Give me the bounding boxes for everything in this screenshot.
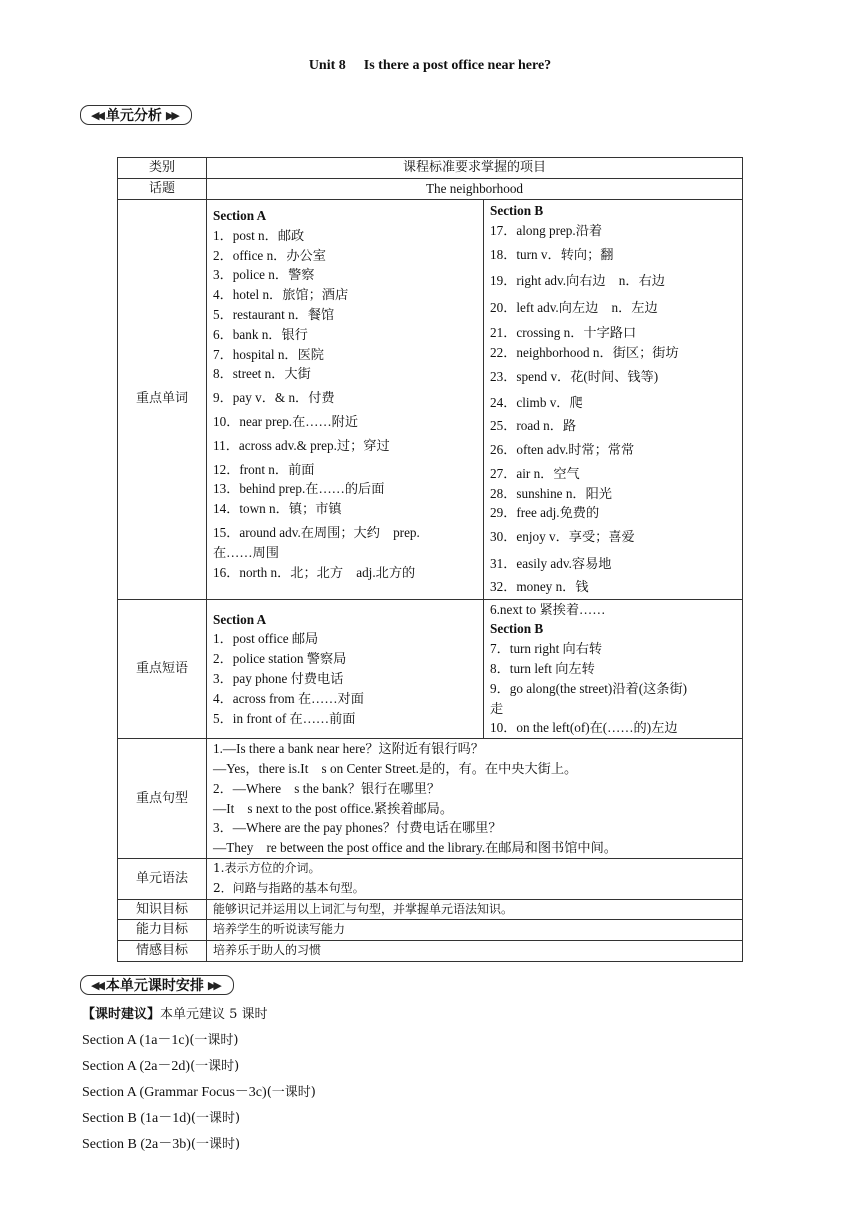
emotion-category: 情感目标 <box>118 941 207 962</box>
word-item: 17．along prep.沿着 <box>490 222 603 238</box>
grammar-row <box>118 858 743 899</box>
section-label: 本单元课时安排 <box>105 978 204 994</box>
phrase-item: 10．on the left(of)在(……的)左边 <box>490 720 678 736</box>
lesson-schedule <box>82 1002 316 1158</box>
double-left-arrow-icon: ◀◀ <box>91 978 102 992</box>
sentence-line: —Yes，there is.It s on Center Street.是的，有。在中央大街上。 <box>213 760 578 776</box>
word-item: 30．enjoy v．享受；喜爱 <box>490 529 635 545</box>
sentence-line: —It s next to the post office.紧挨着邮局。 <box>213 800 454 816</box>
words-section-b <box>484 200 743 600</box>
schedule-item-section: Section B (2a－3b) <box>82 1137 191 1152</box>
word-item: 31．easily adv.容易地 <box>490 555 612 571</box>
schedule-item <box>82 1028 316 1054</box>
word-item: 21．crossing n．十字路口 <box>490 324 637 340</box>
section-heading-analysis <box>80 104 192 126</box>
topic-category: 话题 <box>118 179 207 200</box>
double-right-arrow-icon: ▶▶ <box>207 978 219 992</box>
word-item: 13．behind prep.在……的后面 <box>213 481 385 497</box>
page-title <box>0 58 860 74</box>
word-item: 6．bank n．银行 <box>213 326 308 342</box>
schedule-item-duration: (一课时) <box>190 1137 241 1152</box>
word-item: 11．across adv.& prep.过；穿过 <box>213 437 390 453</box>
phrase-item: 7．turn right 向右转 <box>490 641 603 657</box>
word-item: 1．post n．邮政 <box>213 227 305 243</box>
word-item: 29．free adj.免费的 <box>490 505 600 521</box>
section-b-title: Section B <box>490 203 544 218</box>
phrase-item: 9．go along(the street)沿着(这条街) <box>490 680 688 696</box>
schedule-item <box>82 1106 316 1132</box>
section-a-title: Section A <box>213 611 267 627</box>
word-item: 14．town n．镇；市镇 <box>213 501 342 517</box>
word-item: 8．street n．大街 <box>213 366 311 382</box>
suggestion-label: 【课时建议】 <box>82 1007 161 1022</box>
word-item: 16．north n．北；北方 adj.北方的 <box>213 564 416 580</box>
word-item: 23．spend v．花(时间、钱等) <box>490 368 659 384</box>
word-item: 27．air n．空气 <box>490 465 580 481</box>
grammar-content <box>207 858 743 899</box>
word-item: 25．road n．路 <box>490 418 577 434</box>
section-b-title: Section B <box>490 621 544 637</box>
ability-content: 培养学生的听说读写能力 <box>207 920 743 941</box>
word-item: 9．pay v．& n．付费 <box>213 390 335 406</box>
word-item: 2．office n．办公室 <box>213 247 326 263</box>
phrases-row <box>118 599 743 739</box>
word-item: 在……周围 <box>213 544 279 560</box>
schedule-item-section: Section B (1a－1d) <box>82 1111 191 1126</box>
word-item: 18．turn v．转向；翻 <box>490 246 614 262</box>
header-category: 类别 <box>118 158 207 179</box>
unit-title: Is there a post office near here? <box>363 58 552 73</box>
knowledge-content: 能够识记并运用以上词汇与句型，并掌握单元语法知识。 <box>207 899 743 920</box>
phrases-section-b <box>484 599 743 739</box>
word-item: 7．hospital n．医院 <box>213 346 324 362</box>
schedule-item-duration: (一课时) <box>189 1033 239 1048</box>
sentence-line: —They re between the post office and the library.在邮局和图书馆中间。 <box>213 840 617 856</box>
double-left-arrow-icon: ◀◀ <box>91 108 102 122</box>
word-item: 4．hotel n．旅馆；酒店 <box>213 287 349 303</box>
double-right-arrow-icon: ▶▶ <box>165 108 177 122</box>
emotion-row <box>118 941 743 962</box>
knowledge-category: 知识目标 <box>118 899 207 920</box>
phrase-item: 3．pay phone 付费电话 <box>213 670 344 686</box>
ability-row <box>118 920 743 941</box>
schedule-item-section: Section A (2a－2d) <box>82 1059 191 1074</box>
phrases-category: 重点短语 <box>118 599 207 739</box>
section-heading-schedule <box>80 974 234 996</box>
word-item: 5．restaurant n．餐馆 <box>213 306 335 322</box>
word-item: 19．right adv.向右边 n．右边 <box>490 273 665 289</box>
grammar-line: 2．问路与指路的基本句型。 <box>213 880 365 895</box>
ability-category: 能力目标 <box>118 920 207 941</box>
schedule-item-section: Section A (Grammar Focus－3c) <box>82 1085 267 1100</box>
schedule-item <box>82 1132 316 1158</box>
grammar-category: 单元语法 <box>118 858 207 899</box>
table-header-row <box>118 158 743 179</box>
word-item: 20．left adv.向左边 n．左边 <box>490 300 658 316</box>
phrase-item: 5．in front of 在……前面 <box>213 710 356 726</box>
word-item: 10．near prep.在……附近 <box>213 413 359 429</box>
sentence-line: 2．—Where s the bank？银行在哪里？ <box>213 780 441 796</box>
schedule-item <box>82 1054 316 1080</box>
sentences-content <box>207 739 743 859</box>
section-label: 单元分析 <box>105 108 162 124</box>
schedule-item <box>82 1080 316 1106</box>
words-category: 重点单词 <box>118 200 207 600</box>
schedule-item-section: Section A (1a－1c) <box>82 1033 190 1048</box>
phrase-item: 走 <box>490 700 504 716</box>
phrase-item: 6.next to 紧挨着…… <box>490 601 606 617</box>
phrase-item: 2．police station 警察局 <box>213 651 347 667</box>
phrase-item: 4．across from 在……对面 <box>213 690 364 706</box>
phrases-section-a <box>207 599 484 739</box>
topic-content: The neighborhood <box>207 179 743 200</box>
words-row <box>118 200 743 600</box>
schedule-suggestion <box>82 1002 316 1028</box>
emotion-content: 培养乐于助人的习惯 <box>207 941 743 962</box>
word-item: 3．police n．警察 <box>213 267 315 283</box>
word-item: 28．sunshine n．阳光 <box>490 485 612 501</box>
sentence-line: 3．—Where are the pay phones？付费电话在哪里？ <box>213 820 502 836</box>
knowledge-row <box>118 899 743 920</box>
schedule-item-duration: (一课时) <box>190 1111 241 1126</box>
word-item: 15．around adv.在周围；大约 prep. <box>213 524 420 540</box>
suggestion-text: 本单元建议 5 课时 <box>160 1007 268 1022</box>
phrase-item: 8．turn left 向左转 <box>490 660 595 676</box>
schedule-item-duration: (一课时) <box>266 1085 316 1100</box>
topic-row <box>118 179 743 200</box>
sentences-row <box>118 739 743 859</box>
section-a-title: Section A <box>213 208 267 223</box>
word-item: 22．neighborhood n．街区；街坊 <box>490 344 679 360</box>
header-content: 课程标准要求掌握的项目 <box>207 158 743 179</box>
unit-analysis-table <box>117 157 743 962</box>
sentences-category: 重点句型 <box>118 739 207 859</box>
unit-number: Unit 8 <box>308 58 346 73</box>
word-item: 12．front n．前面 <box>213 461 315 477</box>
word-item: 24．climb v．爬 <box>490 395 583 411</box>
schedule-item-duration: (一课时) <box>190 1059 240 1074</box>
sentence-line: 1.—Is there a bank near here？这附近有银行吗？ <box>213 741 484 757</box>
grammar-line: 1.表示方位的介词。 <box>213 860 321 875</box>
phrase-item: 1．post office 邮局 <box>213 631 319 647</box>
words-section-a <box>207 200 484 600</box>
word-item: 32．money n．钱 <box>490 578 589 594</box>
word-item: 26．often adv.时常；常常 <box>490 441 635 457</box>
